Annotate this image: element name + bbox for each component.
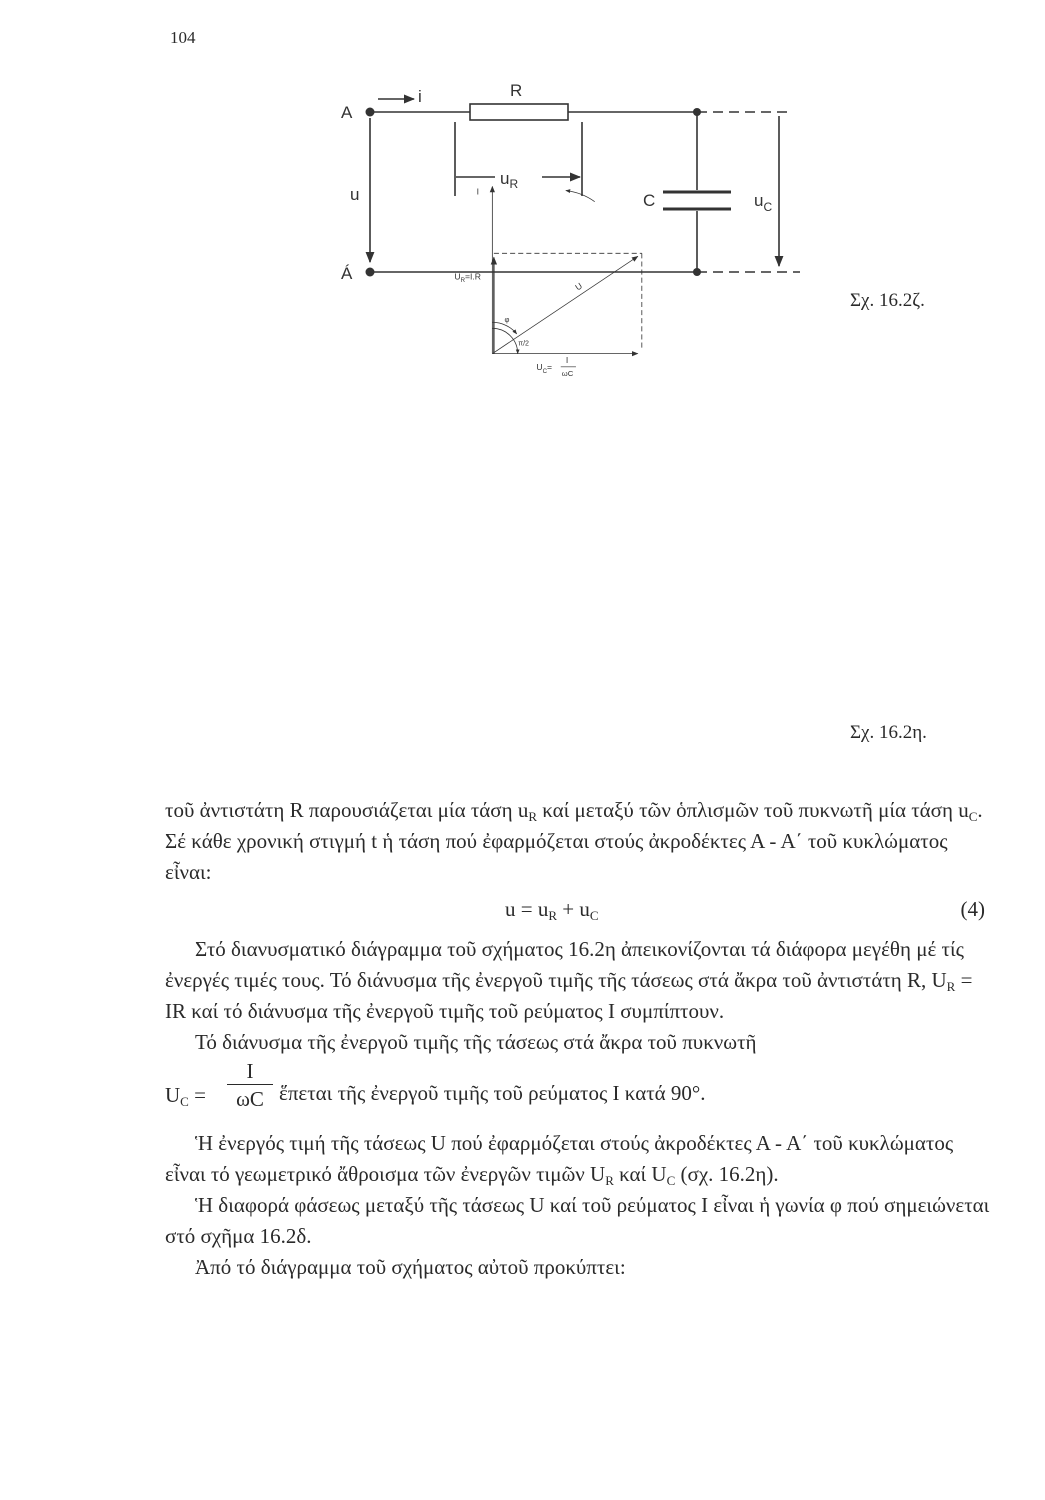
capacitor-voltage-symbol: u bbox=[754, 191, 764, 210]
p1-sub-b: C bbox=[968, 809, 978, 824]
resistor-voltage-symbol: u bbox=[500, 169, 510, 188]
terminal-A-prime-label: Á bbox=[341, 264, 353, 283]
total-voltage-label: U bbox=[573, 280, 585, 293]
fraction-lhs bbox=[165, 1080, 206, 1111]
ur-phasor-expr: =I.R bbox=[464, 271, 481, 282]
uc-phasor-label bbox=[536, 362, 552, 375]
ur-phasor-sub: R bbox=[460, 277, 465, 285]
source-voltage-label: u bbox=[350, 185, 360, 204]
p4-part-b: καί U bbox=[613, 1162, 667, 1186]
p4-sub-a: R bbox=[605, 1173, 614, 1188]
paragraph-2 bbox=[165, 934, 990, 1027]
current-axis-label: I bbox=[476, 186, 480, 197]
page-number: 104 bbox=[170, 28, 196, 47]
p1-part-b: καί μεταξύ τῶν ὁπλισμῶν τοῦ πυκνωτῆ μία τάση u bbox=[537, 798, 969, 822]
paragraph-5: Ἡ διαφορά φάσεως μεταξύ τῆς τάσεως U καί τοῦ ρεύματος I εἶναι ἡ γωνία φ πού σημειώνεται στό σχῆμα 16.2δ. bbox=[165, 1193, 990, 1248]
figure-1-caption: Σχ. 16.2ζ. bbox=[850, 290, 925, 311]
angle-arc-pi2 bbox=[492, 328, 517, 353]
uc-phasor-eq: = bbox=[547, 361, 553, 372]
capacitor-voltage-sub: C bbox=[763, 200, 773, 214]
frac-lhs-symbol: U bbox=[165, 1083, 181, 1107]
terminal-A-label: A bbox=[341, 103, 353, 122]
paragraph-3: Τό διάνυσμα τῆς ἐνεργοῦ τιμῆς τῆς τάσεως στά ἄκρα τοῦ πυκνωτῆ bbox=[195, 1030, 757, 1054]
p2-sub-a: R bbox=[946, 979, 956, 994]
frac-lhs-sub: C bbox=[180, 1094, 189, 1109]
p4-part-c: (σχ. 16.2η). bbox=[675, 1162, 779, 1186]
uc-fraction-num: I bbox=[565, 354, 569, 365]
eq-sub-a: R bbox=[548, 908, 558, 923]
rotation-arrow bbox=[566, 191, 595, 202]
fraction bbox=[227, 1058, 273, 1113]
equation-expression bbox=[505, 894, 599, 925]
p1-part-c: . Σέ κάθε χρονική στιγμή t ἡ τάση πού ἐφαρμόζεται στούς ἀκροδέκτες Α - Α΄ τοῦ κυκλώματος εἶναι: bbox=[165, 798, 983, 884]
eq-part-b: + u bbox=[557, 897, 590, 921]
fraction-line bbox=[165, 1058, 990, 1128]
p4-sub-b: C bbox=[666, 1173, 676, 1188]
p2-part-a: Στό διανυσματικό διάγραμμα τοῦ σχήματος 16.2η ἀπεικονίζονται τά διάφορα μεγέθη μέ τίς ἐνεργές τιμές τους. Τό διάνυσμα τῆς ἐνεργοῦ τιμῆς τῆς τάσεως στά ἄκρα τοῦ ἀντιστάτη R, U bbox=[165, 937, 964, 992]
ur-phasor-label bbox=[454, 272, 481, 285]
eq-sub-b: C bbox=[589, 908, 599, 923]
uc-fraction-den: ωC bbox=[561, 368, 574, 378]
fraction-denominator: ωC bbox=[236, 1087, 264, 1111]
resistor-voltage-sub: R bbox=[509, 177, 519, 191]
equation-number: (4) bbox=[960, 897, 985, 921]
capacitor-label: C bbox=[643, 191, 656, 210]
fraction-numerator: I bbox=[246, 1059, 254, 1083]
p2-part-b: = IR καί τό διάνυσμα τῆς ἐνεργοῦ τιμῆς τοῦ ρεύματος I συμπίπτουν. bbox=[165, 968, 973, 1023]
p4-part-a: Ἡ ἐνεργός τιμή τῆς τάσεως U πού ἐφαρμόζεται στούς ἀκροδέκτες Α - Α΄ τοῦ κυκλώματος εἶναι τό γεωμετρικό ἄθροισμα τῶν ἐνεργῶν τιμῶν U bbox=[165, 1131, 954, 1186]
p1-sub-a: R bbox=[528, 809, 537, 824]
ur-phasor-symbol: U bbox=[454, 271, 461, 282]
paragraph-1 bbox=[165, 795, 990, 888]
body-text bbox=[165, 795, 990, 1283]
uc-phasor-sub: C bbox=[542, 367, 548, 375]
right-angle-label: π/2 bbox=[518, 339, 529, 348]
current-label: i bbox=[418, 87, 422, 106]
eq-part-a: u = u bbox=[505, 897, 549, 921]
uc-phasor-symbol: U bbox=[536, 361, 543, 372]
frac-lhs-eq: = bbox=[188, 1083, 206, 1107]
figure-2-caption: Σχ. 16.2η. bbox=[850, 722, 927, 743]
paragraph-6: Ἀπό τό διάγραμμα τοῦ σχήματος αὐτοῦ προκύπτει: bbox=[195, 1255, 626, 1279]
paragraph-4 bbox=[165, 1128, 990, 1190]
p1-part-a: τοῦ ἀντιστάτη R παρουσιάζεται μία τάση u bbox=[165, 798, 529, 822]
fraction-rest: ἕπεται τῆς ἐνεργοῦ τιμῆς τοῦ ρεύματος I κατά 90°. bbox=[279, 1081, 706, 1105]
phi-label: φ bbox=[504, 315, 510, 325]
equation-4 bbox=[165, 888, 990, 934]
resistor-label: R bbox=[510, 81, 523, 100]
total-voltage-phasor bbox=[492, 256, 637, 353]
